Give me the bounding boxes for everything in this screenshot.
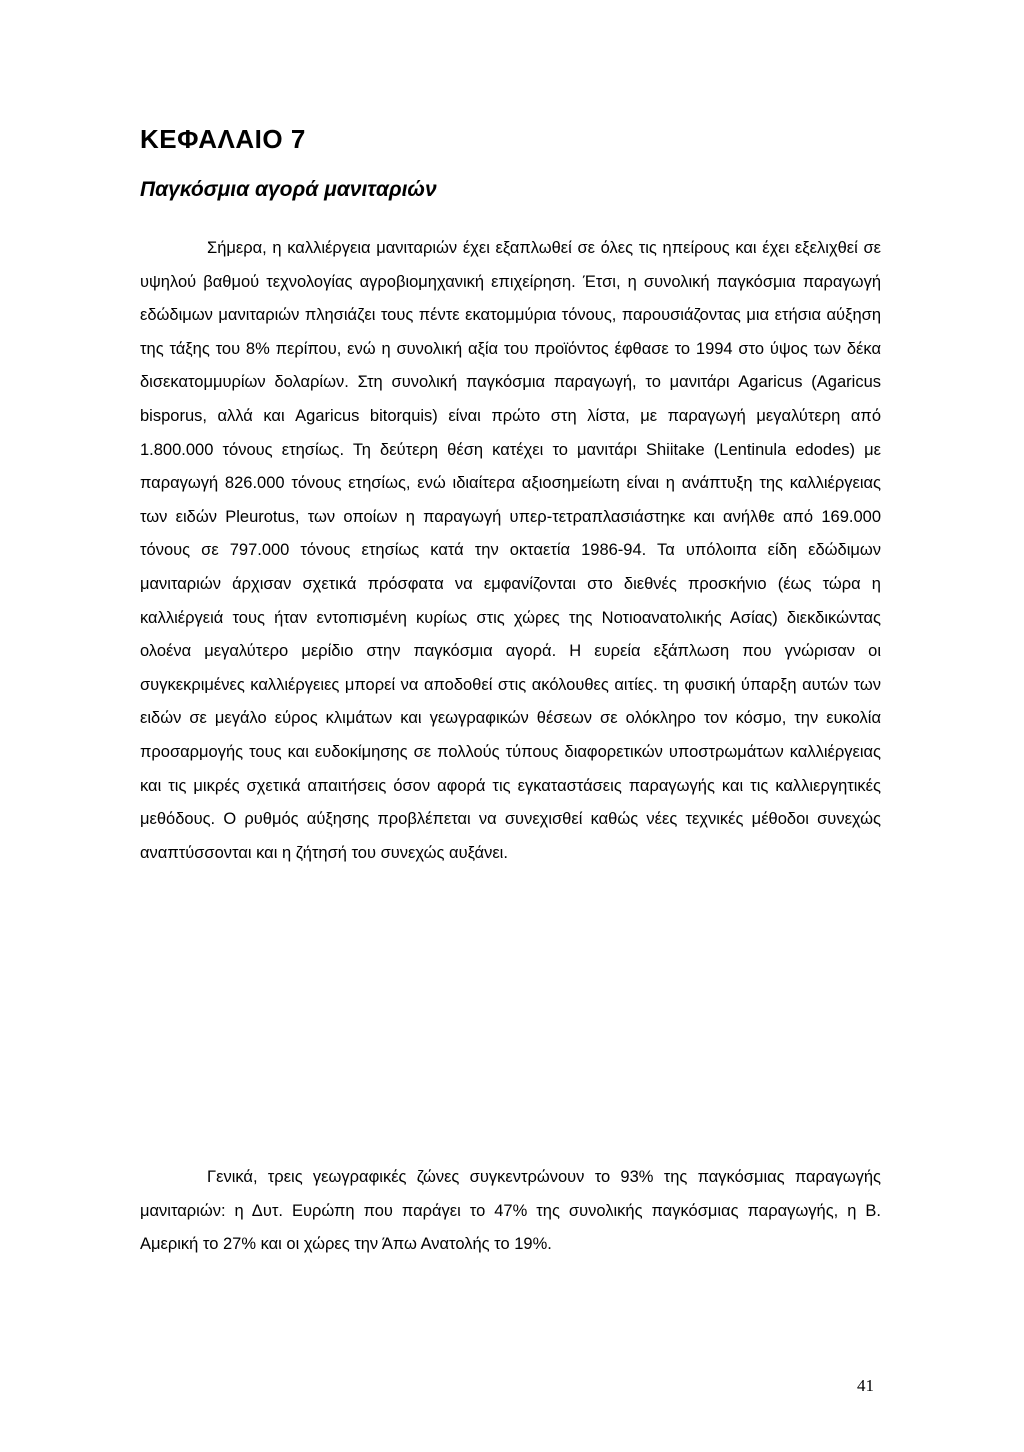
page-number: 41 xyxy=(857,1376,874,1395)
body-paragraph: Σήμερα, η καλλιέργεια μανιταριών έχει εξαπλωθεί σε όλες τις ηπείρους και έχει εξελιχθεί σε υψηλού βαθμού τεχνολογίας αγροβιομηχανική επιχείρηση. Έτσι, η συνολική παγκόσμια παραγωγή εδώδιμων μανιταριών πλησιάζει τους πέντε εκατομμύρια τόνους, παρουσιάζοντας μια ετήσια αύξηση της τάξης του 8% περίπου, ενώ η συνολική αξία του προϊόντος έφθασε το 1994 στο ύψος των δέκα δισεκατομμυρίων δολαρίων. Στη συνολική παγκόσμια παραγωγή, το μανιτάρι Agaricus (Agaricus bisporus, αλλά και Agaricus bitorquis) είναι πρώτο στη λίστα, με παραγωγή μεγαλύτερη από 1.800.000 τόνους ετησίως. Τη δεύτερη θέση κατέχει το μανιτάρι Shiitake (Lentinula edodes) με παραγωγή 826.000 τόνους ετησίως, ενώ ιδιαίτερα αξιοσημείωτη είναι η ανάπτυξη της καλλιέργειας των ειδών Pleurotus, των οποίων η παραγωγή υπερ-τετραπλασιάστηκε και ανήλθε από 169.000 τόνους σε 797.000 τόνους ετησίως κατά την οκταετία 1986-94. Τα υπόλοιπα είδη εδώδιμων μανιταριών άρχισαν σχετικά πρόσφατα να εμφανίζονται στο διεθνές προσκήνιο (έως τώρα η καλλιέργειά τους ήταν εντοπισμένη κυρίως στις χώρες της Νοτιοανατολικής Ασίας) διεκδικώντας ολοένα μεγαλύτερο μερίδιο στην παγκόσμια αγορά. Η ευρεία εξάπλωση που γνώρισαν οι συγκεκριμένες καλλιέργειες μπορεί να αποδοθεί στις ακόλουθες αιτίες. τη φυσική ύπαρξη αυτών των ειδών σε μεγάλο εύρος κλιμάτων και γεωγραφικών θέσεων σε ολόκληρο τον κόσμο, την ευκολία προσαρμογής τους και ευδοκίμησης σε πολλούς τύπους διαφορετικών υποστρωμάτων καλλιέργειας και τις μικρές σχετικά απαιτήσεις όσον αφορά τις εγκαταστάσεις παραγωγής και τις καλλιεργητικές μεθόδους. Ο ρυθμός αύξησης προβλέπεται να συνεχισθεί καθώς νέες τεχνικές μέθοδοι συνεχώς αναπτύσσονται και η ζήτησή του συνεχώς αυξάνει. xyxy=(140,239,881,862)
chapter-title: ΚΕΦΑΛΑΙΟ 7 xyxy=(140,124,306,154)
section-title: Παγκόσμια αγορά μανιταριών xyxy=(140,178,437,201)
body-paragraph: Γενικά, τρεις γεωγραφικές ζώνες συγκεντρώνουν το 93% της παγκόσμιας παραγωγής μανιταριών: η Δυτ. Ευρώπη που παράγει το 47% της συνολικής παγκόσμιας παραγωγής, η Β. Αμερική το 27% και οι χώρες την Άπω Ανατολής το 19%. xyxy=(140,1168,881,1254)
